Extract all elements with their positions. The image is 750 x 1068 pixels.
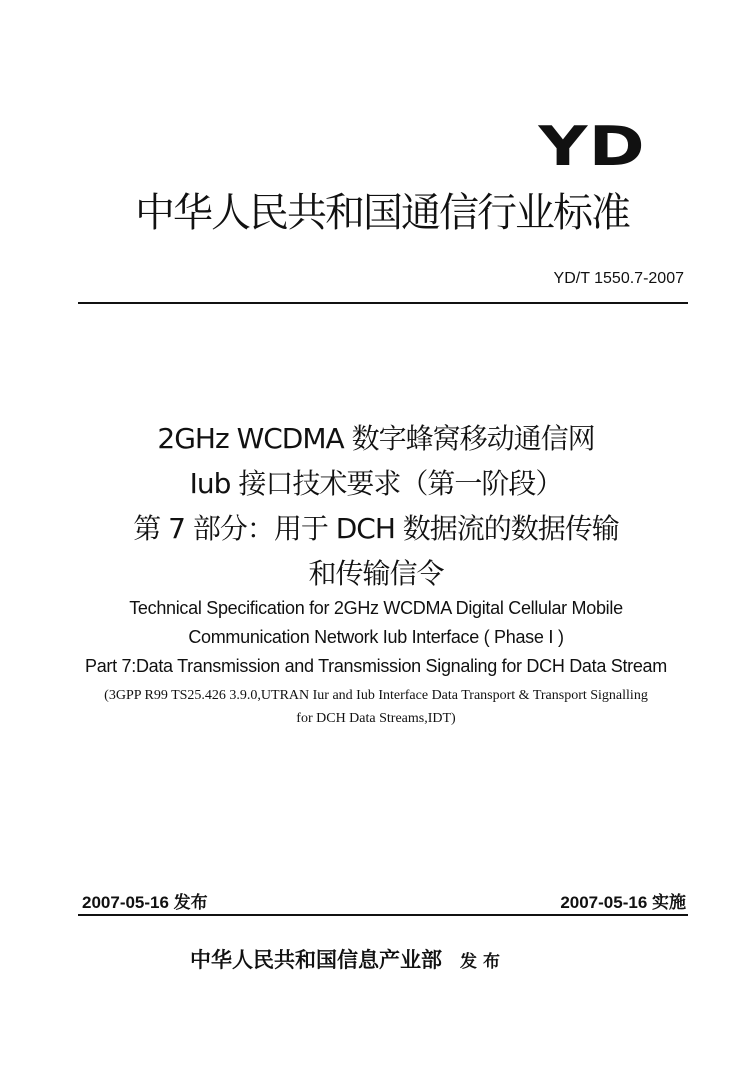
- publisher-name: 中华人民共和国信息产业部: [190, 947, 442, 972]
- standard-number: YD/T 1550.7-2007: [553, 270, 684, 287]
- publish-action: 发布: [460, 952, 506, 972]
- chinese-title-line-1: 2GHz WCDMA 数字蜂窝移动通信网: [157, 422, 595, 455]
- chinese-title-line-4: 和传输信令: [308, 557, 444, 590]
- english-title-line-2: Communication Network Iub Interface ( Phase Ⅰ ): [188, 627, 564, 647]
- issue-date: 2007-05-16 发布: [82, 893, 208, 912]
- english-title: [60, 594, 692, 681]
- implementation-date: 2007-05-16 实施: [560, 893, 686, 912]
- publisher-line: [190, 944, 506, 974]
- adoption-note-line-2: for DCH Data Streams,IDT): [296, 711, 456, 726]
- yd-logo: YD: [538, 115, 646, 178]
- standard-category-title: 中华人民共和国通信行业标准: [135, 190, 629, 236]
- english-title-line-1: Technical Specification for 2GHz WCDMA Digital Cellular Mobile: [129, 598, 623, 618]
- footer-divider: [78, 914, 688, 916]
- chinese-title: [60, 416, 692, 596]
- chinese-title-line-3: 第 7 部分：用于 DCH 数据流的数据传输: [133, 512, 619, 545]
- header-divider: [78, 302, 688, 304]
- english-title-line-3: Part 7:Data Transmission and Transmission Signaling for DCH Data Stream: [85, 656, 667, 676]
- chinese-title-line-2: Iub 接口技术要求（第一阶段）: [189, 467, 563, 500]
- adoption-note-line-1: (3GPP R99 TS25.426 3.9.0,UTRAN Iur and Iub Interface Data Transport & Transport Signalling: [104, 688, 648, 703]
- adoption-note: [60, 684, 692, 730]
